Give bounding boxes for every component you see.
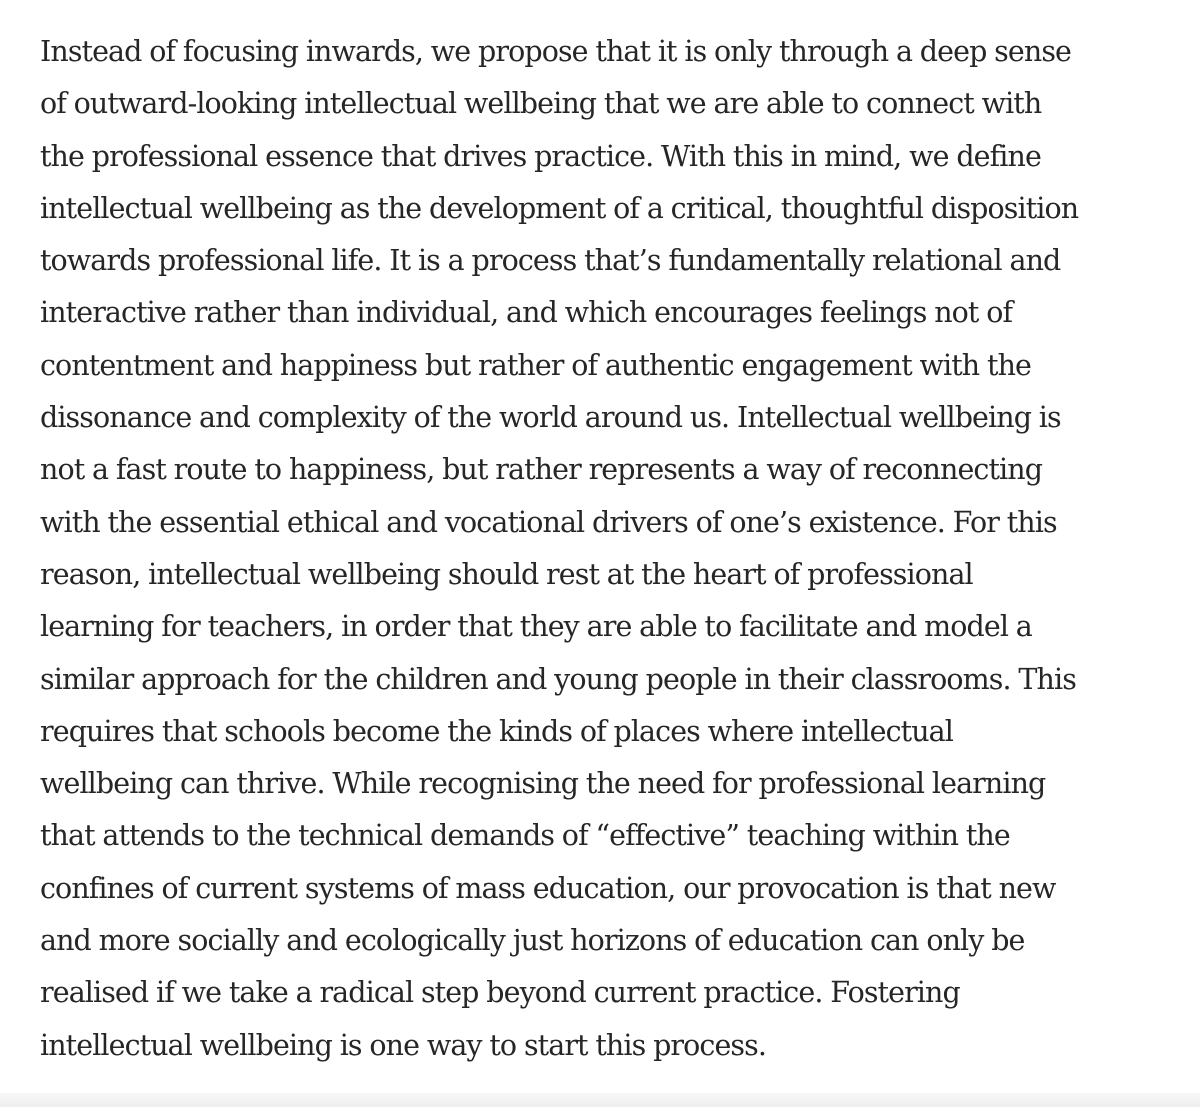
paragraph-line-1: Instead of focusing inwards, we propose that it is only through a deep sense xyxy=(40,35,1072,68)
paragraph-line-14: requires that schools become the kinds of places where intellectual xyxy=(40,714,953,748)
paragraph-line-8: dissonance and complexity of the world around us. Intellectual wellbeing is xyxy=(40,401,1061,435)
paragraph-line-13: similar approach for the children and young people in their classrooms. This xyxy=(40,662,1076,696)
article-paragraph xyxy=(40,26,1180,1072)
paragraph-line-20: intellectual wellbeing is one way to start this process. xyxy=(40,1028,767,1062)
paragraph-line-15: wellbeing can thrive. While recognising the need for professional learning xyxy=(40,767,1046,801)
paragraph-line-2: of outward-looking intellectual wellbeing that we are able to connect with xyxy=(40,87,1042,121)
bottom-edge-strip xyxy=(0,1093,1200,1107)
paragraph-line-10: with the essential ethical and vocational drivers of one’s existence. For this xyxy=(40,505,1057,539)
paragraph-line-4: intellectual wellbeing as the development of a critical, thoughtful disposition xyxy=(40,191,1079,225)
paragraph-line-5: towards professional life. It is a process that’s fundamentally relational and xyxy=(40,244,1061,278)
paragraph-line-9: not a fast route to happiness, but rather represents a way of reconnecting xyxy=(40,453,1043,487)
paragraph-line-3: the professional essence that drives practice. With this in mind, we define xyxy=(40,139,1041,173)
paragraph-line-17: confines of current systems of mass education, our provocation is that new xyxy=(40,871,1056,905)
paragraph-line-11: reason, intellectual wellbeing should rest at the heart of professional xyxy=(40,557,973,591)
paragraph-line-16: that attends to the technical demands of “effective” teaching within the xyxy=(40,819,1010,853)
paragraph-line-7: contentment and happiness but rather of authentic engagement with the xyxy=(40,348,1031,382)
paragraph-line-6: interactive rather than individual, and which encourages feelings not of xyxy=(40,296,1013,330)
paragraph-line-18: and more socially and ecologically just horizons of education can only be xyxy=(40,924,1025,958)
paragraph-line-19: realised if we take a radical step beyond current practice. Fostering xyxy=(40,976,960,1010)
paragraph-line-12: learning for teachers, in order that they are able to facilitate and model a xyxy=(40,610,1032,644)
